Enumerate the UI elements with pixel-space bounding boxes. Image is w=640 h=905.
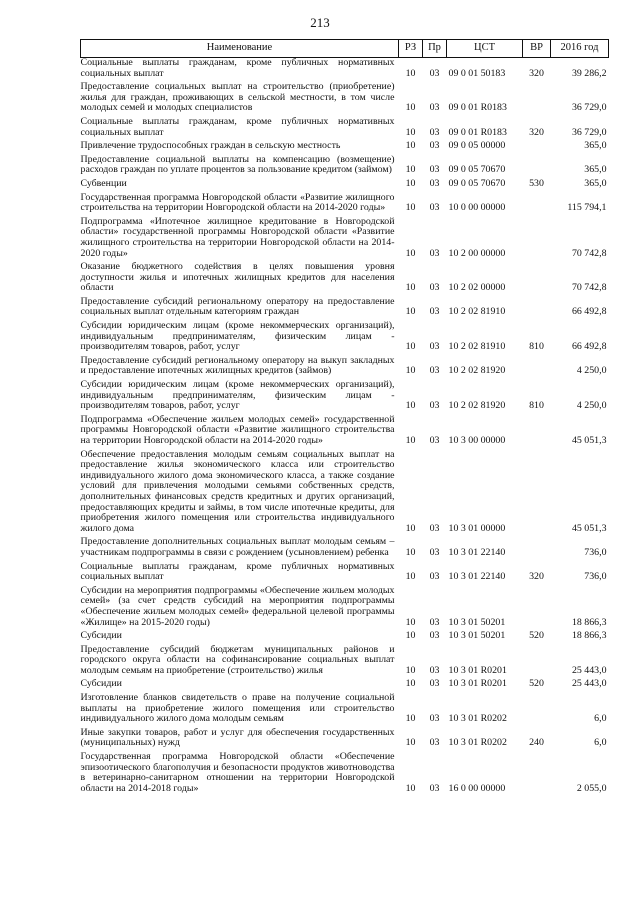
- table-row: [81, 141, 609, 155]
- row-vr: [523, 693, 551, 728]
- row-name: Предоставление социальной выплаты на компенсацию (возмещение) расходов граждан по уплате процентов за пользование кредитом (займом): [80, 153, 395, 176]
- table-row: [81, 562, 609, 586]
- row-pr: 03: [429, 306, 440, 318]
- row-pr: 03: [429, 678, 440, 690]
- row-pr: 03: [429, 164, 440, 176]
- table-row: [81, 728, 609, 752]
- row-cst: 10 3 01 R0201: [448, 664, 507, 676]
- row-pr: 03: [429, 616, 440, 628]
- row-pr: 03: [429, 365, 440, 377]
- row-pr: 03: [429, 247, 440, 259]
- row-amount: 66 492,8: [571, 341, 607, 353]
- row-cst: 10 3 00 00000: [448, 435, 506, 446]
- table-row: [81, 217, 609, 262]
- row-pr: 03: [429, 282, 440, 294]
- row-vr: [523, 645, 551, 680]
- row-name: Привлечение трудоспособных граждан в сельскую местность: [80, 140, 341, 152]
- row-rz: 10: [405, 341, 416, 353]
- row-vr: 320: [529, 67, 544, 79]
- row-name: Обеспечение предоставления молодым семьям социальных выплат на предоставление жилья экономического класса или строительство индивидуального жилого дома экономического класса, а также создание условий для привлечения молодыми семьями собственных средств, дополнительных финансовых средств кредитных и других организаций, предоставляющих кредиты и займы, в том числе ипотечные кредиты, для приобретения жилого помещения или строительства индивидуального жилого дома: [80, 448, 395, 534]
- row-name: Предоставление субсидий бюджетам муниципальных районов и городского округа области на софинансирование социальных выплат молодым семьям на приобретение (строительство) жилья: [80, 643, 395, 676]
- header-vr: ВР: [523, 40, 551, 58]
- table-row: [81, 117, 609, 141]
- row-pr: 03: [429, 571, 440, 583]
- row-pr: 03: [429, 177, 440, 189]
- row-vr: [523, 356, 551, 380]
- row-rz: 10: [405, 678, 416, 690]
- row-cst: 10 0 00 00000: [448, 202, 506, 214]
- row-amount: 736,0: [584, 571, 607, 583]
- row-pr: 03: [429, 630, 440, 642]
- table-row: [81, 631, 609, 645]
- row-vr: [523, 415, 551, 450]
- row-name: Социальные выплаты гражданам, кроме публичных нормативных социальных выплат: [80, 57, 395, 79]
- table-row: [81, 193, 609, 217]
- row-name: Субсидии: [80, 678, 122, 690]
- row-cst: 10 2 02 81910: [448, 341, 506, 353]
- row-vr: [523, 297, 551, 321]
- row-rz: 10: [405, 435, 416, 446]
- row-amount: 70 742,8: [571, 247, 607, 259]
- row-name: Субсидии: [80, 630, 122, 642]
- row-cst: 10 3 01 22140: [448, 546, 506, 558]
- row-rz: 10: [405, 282, 416, 294]
- row-vr: [523, 193, 551, 217]
- row-pr: 03: [429, 435, 440, 446]
- table-row: [81, 450, 609, 538]
- table-row: [81, 693, 609, 728]
- row-rz: 10: [405, 630, 416, 642]
- row-rz: 10: [405, 202, 416, 214]
- row-name: Социальные выплаты гражданам, кроме публичных нормативных социальных выплат: [80, 560, 395, 583]
- row-cst: 10 3 01 50201: [448, 616, 506, 628]
- row-pr: 03: [429, 546, 440, 558]
- row-amount: 36 729,0: [571, 102, 607, 114]
- table-row: [81, 262, 609, 297]
- table-row: [81, 356, 609, 380]
- header-rz: РЗ: [399, 40, 423, 58]
- row-pr: 03: [429, 713, 440, 725]
- row-name: Социальные выплаты гражданам, кроме публичных нормативных социальных выплат: [80, 115, 395, 138]
- row-rz: 10: [405, 546, 416, 558]
- row-name: Изготовление бланков свидетельств о праве на получение социальной выплаты на приобретение жилого помещения или строительство индивидуального жилого дома молодым семьям: [80, 692, 395, 725]
- row-name: Государственная программа Новгородской области «Обеспечение эпизоотического благополучия и безопасности продуктов животноводства в ветеринарно-санитарном отношении на территории Новгородской области на 2014-2018 годы»: [80, 751, 395, 794]
- row-rz: 10: [405, 247, 416, 259]
- row-pr: 03: [429, 140, 440, 152]
- row-name: Оказание бюджетного содействия в целях повышения уровня доступности жилья и ипотечных жилищных кредитов для населения области: [80, 261, 395, 294]
- row-cst: 09 0 01 50183: [448, 67, 506, 79]
- row-name: Предоставление дополнительных социальных выплат молодым семьям – участникам подпрограммы в связи с рождением (усыновлением) ребенка: [80, 536, 395, 558]
- row-amount: 25 443,0: [571, 678, 607, 690]
- table-header-row: [81, 40, 609, 58]
- row-rz: 10: [405, 365, 416, 377]
- row-vr: 320: [529, 126, 544, 138]
- row-cst: 10 2 02 00000: [448, 282, 506, 294]
- row-cst: 10 3 01 50201: [448, 630, 506, 642]
- row-rz: 10: [405, 177, 416, 189]
- row-pr: 03: [429, 341, 440, 353]
- row-amount: 736,0: [584, 546, 607, 558]
- row-name: Предоставление субсидий региональному оператору на предоставление социальных выплат отдельным категориям граждан: [80, 295, 395, 318]
- row-rz: 10: [405, 140, 416, 152]
- row-pr: 03: [429, 102, 440, 114]
- row-name: Подпрограмма «Обеспечение жильем молодых семей» государственной программы Новгородской области «Развитие жилищного строительства на территории Новгородской области на 2014-2020 годы»: [80, 413, 395, 446]
- row-cst: 09 0 05 00000: [448, 140, 506, 152]
- row-amount: 18 866,3: [571, 616, 607, 628]
- row-name: Предоставление социальных выплат на строительство (приобретение) жилья для граждан, проживающих в сельской местности, в том числе молодых семей и молодых специалистов: [80, 81, 395, 114]
- row-name: Предоставление субсидий региональному оператору на выкуп закладных и предоставление ипотечных жилищных кредитов (займов): [80, 354, 395, 377]
- table-row: [81, 645, 609, 680]
- row-pr: 03: [429, 522, 440, 534]
- row-amount: 4 250,0: [576, 365, 607, 377]
- row-cst: 09 0 05 70670: [448, 177, 506, 189]
- table-row: [81, 82, 609, 117]
- row-vr: [523, 141, 551, 155]
- row-cst: 10 2 00 00000: [448, 247, 506, 259]
- row-pr: 03: [429, 400, 440, 412]
- row-cst: 10 3 01 R0202: [448, 713, 507, 725]
- row-vr: [523, 82, 551, 117]
- row-rz: 10: [405, 164, 416, 176]
- row-amount: 66 492,8: [571, 306, 607, 318]
- row-amount: 70 742,8: [571, 282, 607, 294]
- row-rz: 10: [405, 522, 416, 534]
- row-name: Субсидии юридическим лицам (кроме некоммерческих организаций), индивидуальным предпринимателям, физическим лицам - производителям товаров, работ, услуг: [80, 320, 395, 353]
- row-cst: 10 2 02 81920: [448, 365, 506, 377]
- row-vr: [523, 217, 551, 262]
- row-vr: 810: [529, 400, 544, 412]
- row-amount: 365,0: [584, 140, 607, 152]
- row-amount: 4 250,0: [576, 400, 607, 412]
- table-row: [81, 380, 609, 415]
- row-vr: 520: [529, 630, 544, 642]
- row-name: Государственная программа Новгородской области «Развитие жилищного строительства на территории Новгородской области на 2014-2020 годы»: [80, 191, 395, 214]
- row-rz: 10: [405, 126, 416, 138]
- row-rz: 10: [405, 306, 416, 318]
- row-name: Субсидии юридическим лицам (кроме некоммерческих организаций), индивидуальным предпринимателям, физическим лицам - производителям товаров, работ, услуг: [80, 379, 395, 412]
- row-pr: 03: [429, 664, 440, 676]
- row-pr: 03: [429, 737, 440, 749]
- row-cst: 09 0 01 R0183: [448, 102, 507, 114]
- row-vr: 530: [529, 177, 544, 189]
- row-amount: 6,0: [594, 737, 607, 749]
- row-vr: 810: [529, 341, 544, 353]
- row-cst: 09 0 01 R0183: [448, 126, 507, 138]
- budget-table: [80, 39, 609, 797]
- row-amount: 115 794,1: [567, 202, 607, 214]
- row-amount: 2 055,0: [576, 782, 607, 794]
- row-amount: 365,0: [584, 177, 607, 189]
- row-vr: [523, 537, 551, 561]
- row-amount: 365,0: [584, 164, 607, 176]
- row-vr: 520: [529, 678, 544, 690]
- row-cst: 10 3 01 R0202: [448, 737, 507, 749]
- row-amount: 36 729,0: [571, 126, 607, 138]
- row-name: Подпрограмма «Ипотечное жилищное кредитование в Новгородской области» государственной программы Новгородской области «Развитие жилищного строительства на территории Новгородской области на 2014-2020 годы»: [80, 215, 395, 259]
- table-body: [81, 58, 609, 798]
- header-cst: ЦСТ: [447, 40, 523, 58]
- row-vr: 320: [529, 571, 544, 583]
- row-name: Иные закупки товаров, работ и услуг для обеспечения государственных (муниципальных) нужд: [80, 726, 395, 749]
- row-rz: 10: [405, 571, 416, 583]
- row-vr: [523, 262, 551, 297]
- row-name: Субвенции: [80, 177, 127, 189]
- row-rz: 10: [405, 616, 416, 628]
- row-cst: 10 3 01 22140: [448, 571, 506, 583]
- row-amount: 45 051,3: [571, 435, 607, 446]
- row-rz: 10: [405, 737, 416, 749]
- row-rz: 10: [405, 67, 416, 79]
- page-number: 213: [310, 15, 330, 30]
- row-rz: 10: [405, 400, 416, 412]
- table-row: [81, 179, 609, 193]
- row-amount: 39 286,2: [571, 67, 607, 79]
- header-amount: 2016 год: [551, 40, 609, 58]
- row-cst: 10 3 01 R0201: [448, 678, 507, 690]
- row-vr: [523, 586, 551, 631]
- row-amount: 6,0: [594, 713, 607, 725]
- row-cst: 10 2 02 81910: [448, 306, 506, 318]
- table-row: [81, 752, 609, 797]
- row-rz: 10: [405, 713, 416, 725]
- table-row: [81, 58, 609, 83]
- row-rz: 10: [405, 664, 416, 676]
- row-cst: 16 0 00 00000: [448, 782, 506, 794]
- header-name: Наименование: [81, 40, 399, 58]
- row-pr: 03: [429, 202, 440, 214]
- table-row: [81, 415, 609, 450]
- row-pr: 03: [429, 782, 440, 794]
- header-pr: Пр: [423, 40, 447, 58]
- row-rz: 10: [405, 782, 416, 794]
- row-pr: 03: [429, 126, 440, 138]
- table-row: [81, 321, 609, 356]
- table-row: [81, 297, 609, 321]
- row-amount: 25 443,0: [571, 664, 607, 676]
- row-rz: 10: [405, 102, 416, 114]
- row-cst: 10 2 02 81920: [448, 400, 506, 412]
- row-amount: 18 866,3: [571, 630, 607, 642]
- table-row: [81, 155, 609, 179]
- row-vr: [523, 450, 551, 538]
- row-cst: 10 3 01 00000: [448, 522, 506, 534]
- row-vr: [523, 752, 551, 797]
- row-amount: 45 051,3: [571, 522, 607, 534]
- table-row: [81, 537, 609, 561]
- row-pr: 03: [429, 67, 440, 79]
- row-vr: [523, 155, 551, 179]
- row-cst: 09 0 05 70670: [448, 164, 506, 176]
- table-row: [81, 586, 609, 631]
- table-row: [81, 679, 609, 693]
- row-vr: 240: [529, 737, 544, 749]
- row-name: Субсидии на мероприятия подпрограммы «Обеспечение жильем молодых семей» (за счет средств субсидий на мероприятия подпрограммы «Обеспечение жильем молодых семей» федеральной целевой программы «Жилище» на 2015-2020 годы): [80, 584, 395, 628]
